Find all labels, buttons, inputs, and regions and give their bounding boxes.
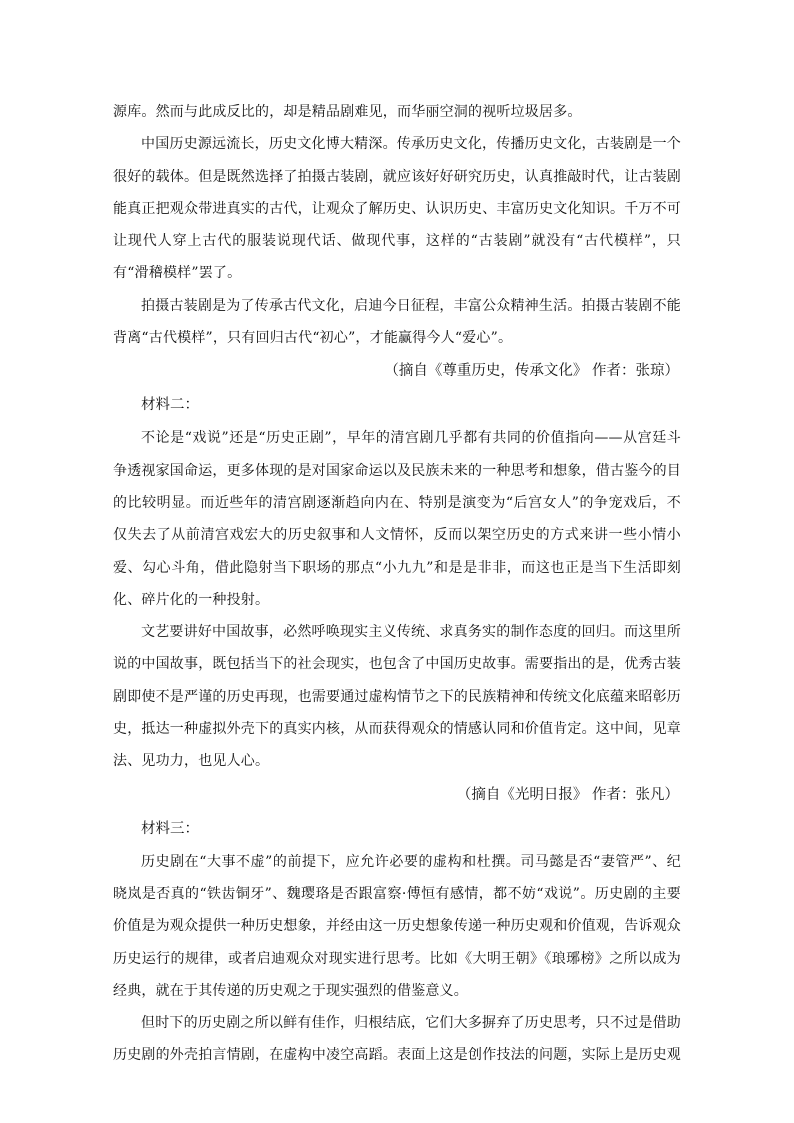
paragraph: 文艺要讲好中国故事，必然呼唤现实主义传统、求真务实的制作态度的回归。而这里所说的中国故事，既包括当下的社会现实，也包含了中国历史故事。需要指出的是，优秀古装剧即使不是严谨的历史再现，也需要通过虚构情节之下的民族精神和传统文化底蕴来昭彰历史，抵达一种虚拟外壳下的真实内核，从而获得观众的情感认同和价值肯定。这中间，见章法、见功力，也见人心。 xyxy=(113,624,681,770)
document-page xyxy=(113,96,681,1072)
paragraph: 历史剧在“大事不虚”的前提下，应允许必要的虚构和杜撰。司马懿是否“妻管严”、纪晓岚是否真的“铁齿铜牙”、魏璎珞是否跟富察·傅恒有感情，都不妨“戏说”。历史剧的主要价值是为观众提供一种历史想象，并经由这一历史想象传递一种历史观和价值观，告诉观众历史运行的规律，或者启迪观众对现实进行思考。比如《大明王朝》《琅琊榜》之所以成为经典，就在于其传递的历史观之于现实强烈的借鉴意义。 xyxy=(113,853,681,999)
paragraph: 但时下的历史剧之所以鲜有佳作，归根结底，它们大多摒弃了历史思考，只不过是借助历史剧的外壳拍言情剧，在虚构中凌空高蹈。表面上这是创作技法的问题，实际上是历史观 xyxy=(113,1015,681,1064)
source-citation: （摘自《尊重历史，传承文化》 作者：张琼） xyxy=(384,363,679,380)
source-citation: （摘自《光明日报》 作者：张凡） xyxy=(456,786,679,803)
section-heading: 材料三： xyxy=(141,820,199,837)
paragraph: 不论是“戏说”还是“历史正剧”，早年的清宫剧几乎都有共同的价值指向——从宫廷斗争透视家国命运，更多体现的是对国家命运以及民族未来的一种思考和想象，借古鉴今的目的比较明显。而近些年的清宫剧逐渐趋向内在、特别是演变为“后宫女人”的争宠戏后，不仅失去了从前清宫戏宏大的历史叙事和人文情怀，反而以架空历史的方式来讲一些小情小爱、勾心斗角，借此隐射当下职场的那点“小九九”和是是非非，而这也正是当下生活即刻化、碎片化的一种投射。 xyxy=(113,430,681,608)
paragraph: 拍摄古装剧是为了传承古代文化，启迪今日征程，丰富公众精神生活。拍摄古装剧不能背离“古代模样”，只有回归古代“初心”，才能赢得今人“爱心”。 xyxy=(113,297,681,347)
paragraph: 中国历史源远流长，历史文化博大精深。传承历史文化，传播历史文化，古装剧是一个很好的载体。但是既然选择了拍摄古装剧，就应该好好研究历史，认真推敲时代，让古装剧能真正把观众带进真实的古代，让观众了解历史、认识历史、丰富历史文化知识。千万不可让现代人穿上古代的服装说现代话、做现代事，这样的“古装剧”就没有“古代模样”，只有“滑稽模样”罢了。 xyxy=(113,136,681,282)
paragraph-continuation: 源库。然而与此成反比的，却是精品剧难见，而华丽空洞的视听垃圾居多。 xyxy=(113,104,582,120)
section-heading: 材料二： xyxy=(141,397,199,414)
